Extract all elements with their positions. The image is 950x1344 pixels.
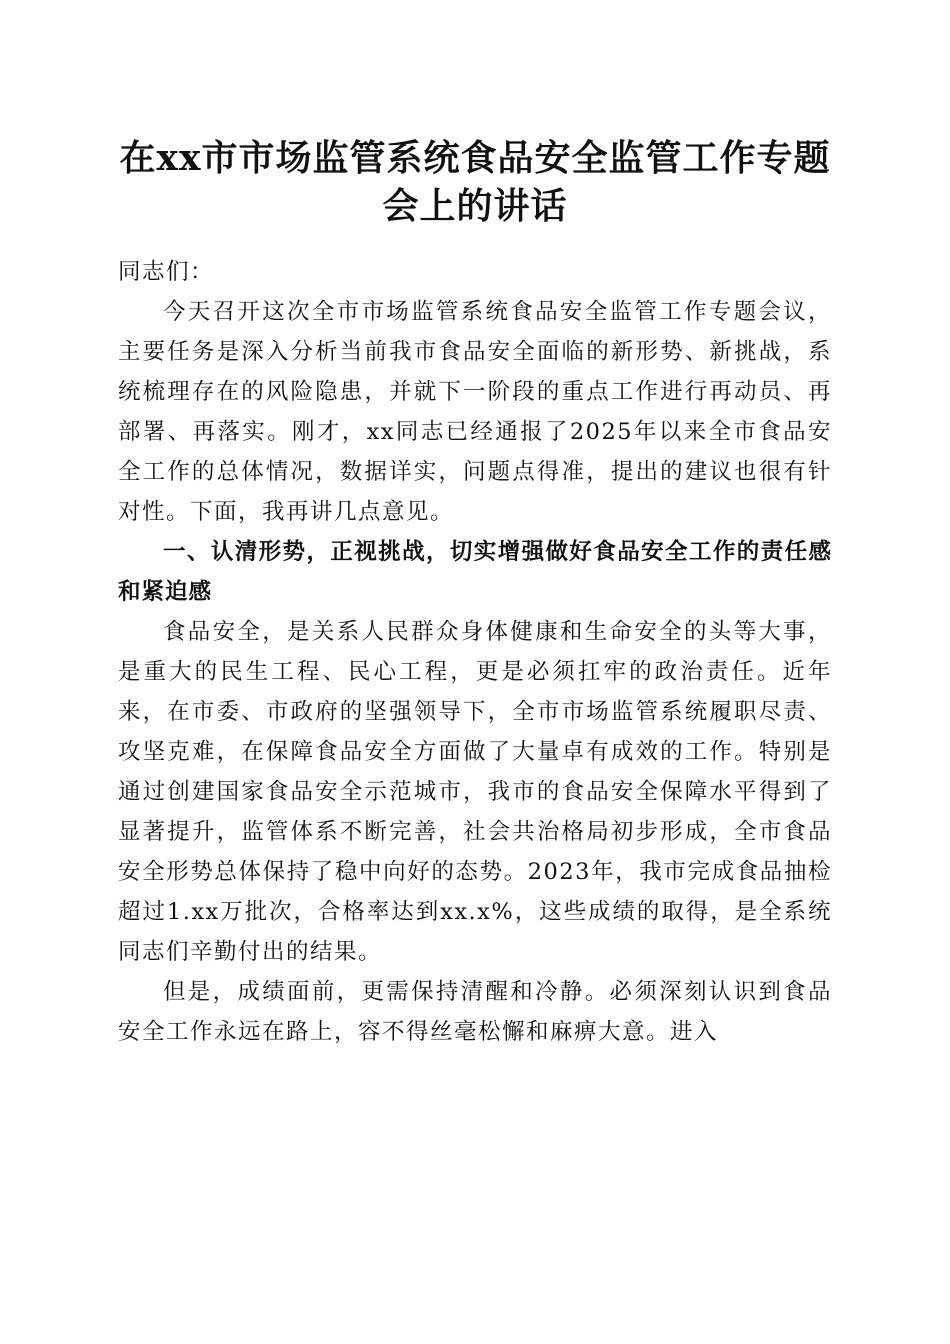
salutation: 同志们： [118, 259, 215, 285]
title-line-2: 会上的讲话 [382, 185, 568, 227]
paragraph-food-safety: 食品安全，是关系人民群众身体健康和生命安全的头等大事，是重大的民生工程、民心工程，更是必须扛牢的政治责任。近年来，在市委、市政府的坚强领导下，全市市场监管系统履职尽责、攻坚克难，在保障食品安全方面做了大量卓有成效的工作。特别是通过创建国家食品安全示范城市，我市的食品安全保障水平得到了显著提升，监管体系不断完善，社会共治格局初步形成，全市食品安全形势总体保持了稳中向好的态势。2023年，我市完成食品抽检超过1.xx万批次，合格率达到xx.x%，这些成绩的取得，是全系统同志们辛勤付出的结果。 [118, 619, 832, 965]
document-body [118, 252, 832, 1052]
paragraph-challenges: 但是，成绩面前，更需保持清醒和冷静。必须深刻认识到食品安全工作永远在路上，容不得丝毫松懈和麻痹大意。进入 [118, 979, 832, 1045]
section-heading-1: 一、认清形势，正视挑战，切实增强做好食品安全工作的责任感和紧迫感 [118, 539, 832, 605]
document-title [118, 134, 832, 230]
paragraph-intro: 今天召开这次全市市场监管系统食品安全监管工作专题会议，主要任务是深入分析当前我市食品安全面临的新形势、新挑战，系统梳理存在的风险隐患，并就下一阶段的重点工作进行再动员、再部署、再落实。刚才，xx同志已经通报了2025年以来全市食品安全工作的总体情况，数据详实，问题点得准，提出的建议也很有针对性。下面，我再讲几点意见。 [118, 299, 832, 525]
title-line-1: 在xx市市场监管系统食品安全监管工作专题 [119, 137, 831, 179]
